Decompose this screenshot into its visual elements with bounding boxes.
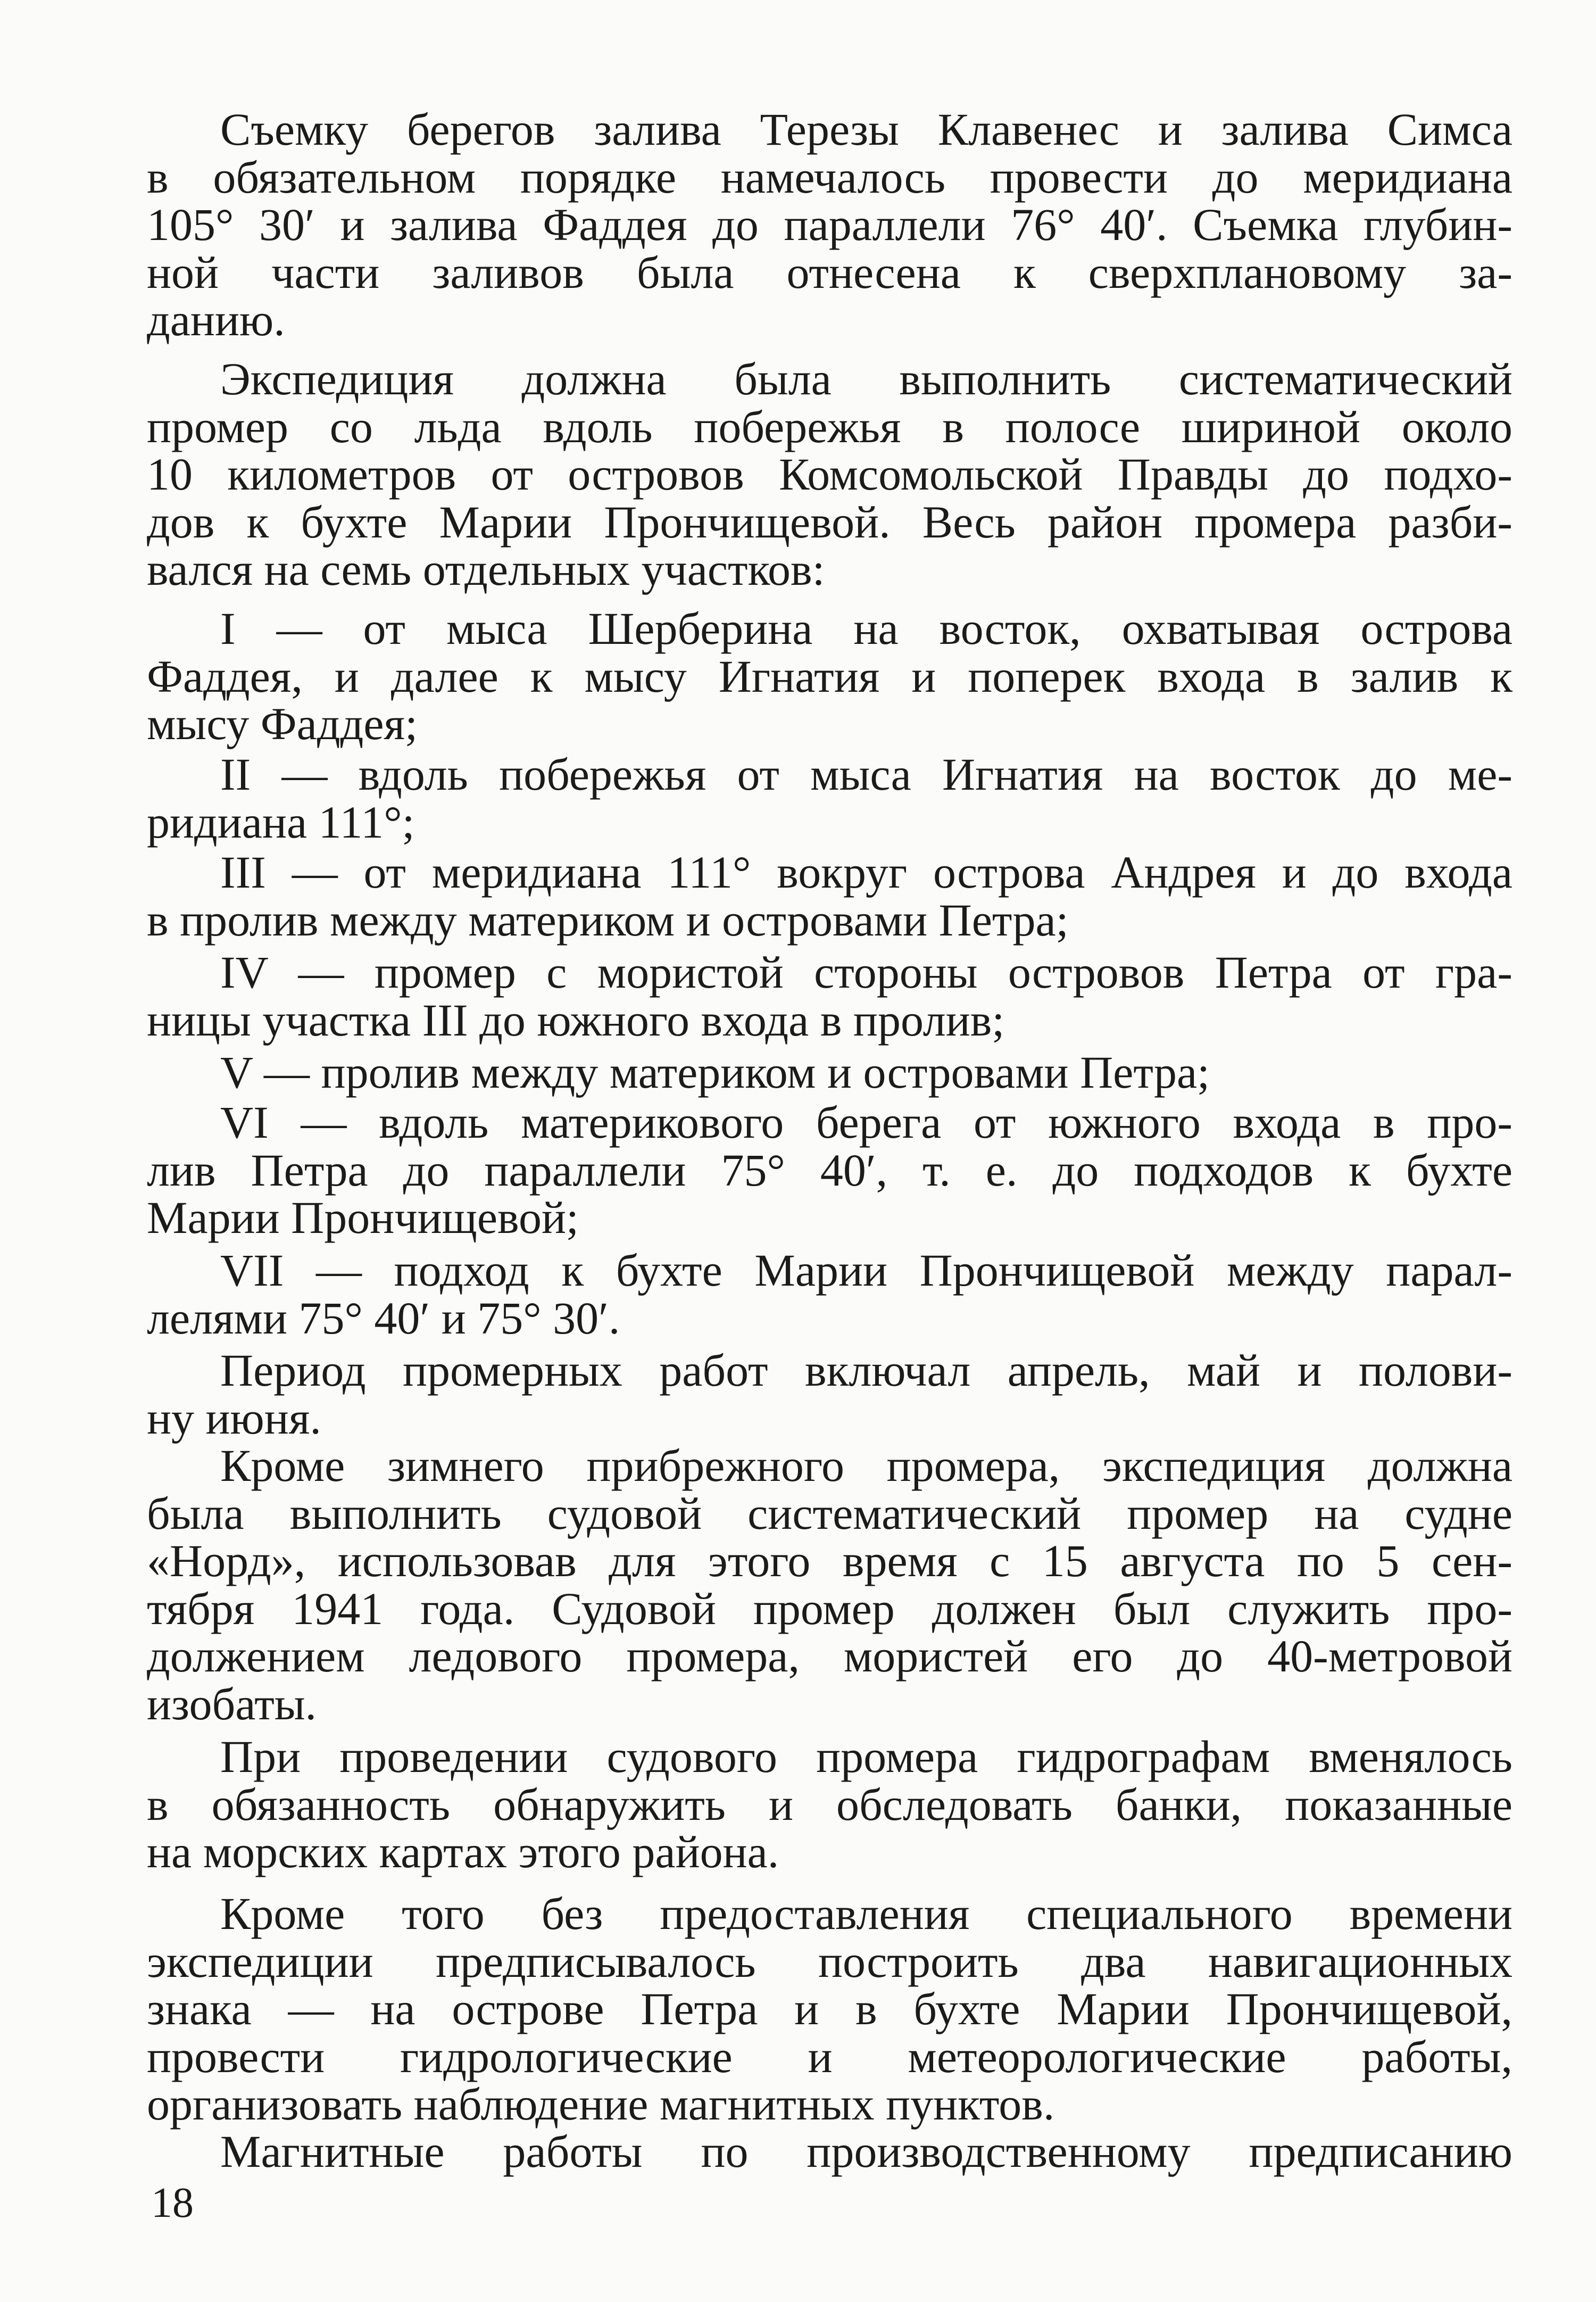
text-line: в пролив между материком и островами Петра; <box>147 894 1069 946</box>
text-line: ницы участка III до южного входа в пролив; <box>147 994 1005 1046</box>
text-line: должением ледового промера, мористей его до 40-метровой <box>147 1630 1512 1682</box>
text-line: 10 километров от островов Комсомольской Правды до подхо- <box>147 449 1512 500</box>
text-line: дов к бухте Марии Прончищевой. Весь район промера разби- <box>147 496 1512 548</box>
text-line: 105° 30′ и залива Фаддея до параллели 76° 40′. Съемка глубин- <box>147 199 1512 250</box>
text-line: знака — на острове Петра и в бухте Марии Прончищевой, <box>147 1983 1512 2034</box>
text-line: была выполнить судовой систематический промер на судне <box>147 1487 1512 1539</box>
text-line: лелями 75° 40′ и 75° 30′. <box>147 1292 620 1344</box>
text-line: Кроме зимнего прибрежного промера, экспедиция должна <box>220 1440 1512 1491</box>
text-line: в обязанность обнаружить и обследовать банки, показанные <box>147 1778 1512 1830</box>
text-line: Съемку берегов залива Терезы Клавенес и залива Симса <box>220 104 1512 155</box>
text-line: VI — вдоль материкового берега от южного входа в про- <box>220 1097 1512 1148</box>
text-line: провести гидрологические и метеорологические работы, <box>147 2031 1512 2082</box>
text-line: тября 1941 года. Судовой промер должен был служить про- <box>147 1583 1512 1634</box>
text-line: ридиана 111°; <box>147 796 415 848</box>
text-line: Экспедиция должна была выполнить систематический <box>220 353 1512 404</box>
text-line: Фаддея, и далее к мысу Игнатия и поперек входа в залив к <box>147 650 1512 702</box>
text-line: мысу Фаддея; <box>147 698 418 749</box>
text-line: промер со льда вдоль побережья в полосе шириной около <box>147 401 1512 452</box>
text-line: данию. <box>147 294 285 345</box>
text-line: При проведении судового промера гидрографам вменялось <box>220 1731 1512 1782</box>
text-line: ну июня. <box>147 1392 321 1444</box>
text-line: III — от меридиана 111° вокруг острова Андрея и до входа <box>220 847 1512 898</box>
text-line: в обязательном порядке намечалось провести до меридиана <box>147 151 1512 203</box>
text-line: «Норд», использовав для этого время с 15 августа по 5 сен- <box>147 1535 1512 1586</box>
text-line: изобаты. <box>147 1678 317 1729</box>
text-line: Марии Прончищевой; <box>147 1192 579 1243</box>
text-line: IV — промер с мористой стороны островов Петра от гра- <box>220 947 1512 998</box>
page-number: 18 <box>151 2180 194 2226</box>
text-line: II — вдоль побережья от мыса Игнатия на восток до ме- <box>220 749 1512 800</box>
text-line: лив Петра до параллели 75° 40′, т. е. до подходов к бухте <box>147 1144 1512 1196</box>
text-line: Магнитные работы по производственному предписанию <box>220 2126 1512 2177</box>
text-line: V — пролив между материком и островами Петра; <box>220 1047 1210 1098</box>
text-line: экспедиции предписывалось построить два навигационных <box>147 1935 1512 1987</box>
text-line: вался на семь отдельных участков: <box>147 544 825 595</box>
text-line: VII — подход к бухте Марии Прончищевой между парал- <box>220 1245 1512 1296</box>
text-line: ной части заливов была отнесена к сверхплановому за- <box>147 246 1512 298</box>
text-line: I — от мыса Шерберина на восток, охватывая острова <box>220 603 1512 654</box>
text-line: организовать наблюдение магнитных пунктов. <box>147 2079 1055 2130</box>
text-line: Кроме того без предоставления специального времени <box>220 1888 1512 1939</box>
text-line: Период промерных работ включал апрель, май и полови- <box>220 1345 1512 1396</box>
text-line: на морских картах этого района. <box>147 1826 779 1877</box>
